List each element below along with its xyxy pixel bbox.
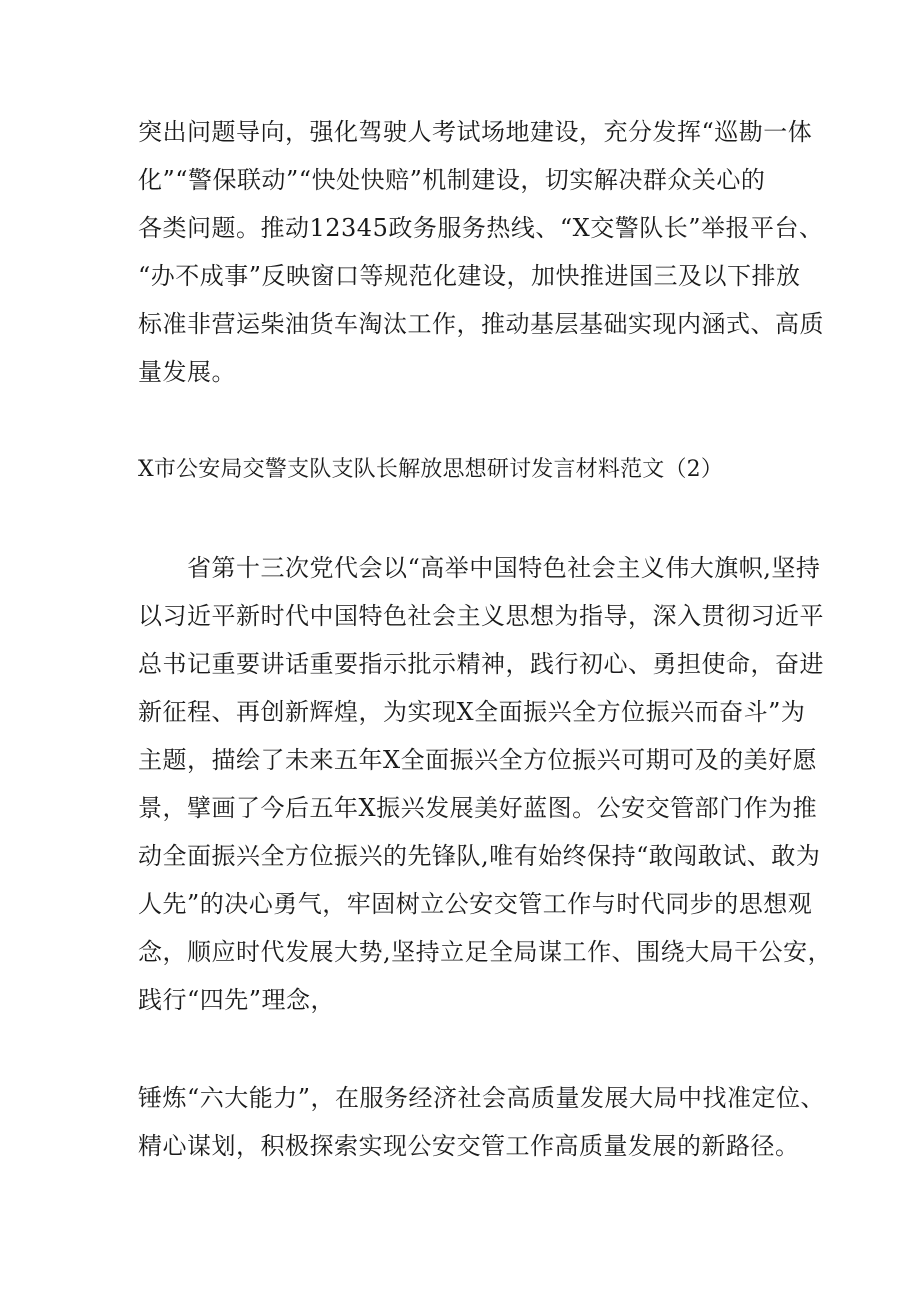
paragraph-line: 总书记重要讲话重要指示批示精神，践行初心、勇担使命，奋进 [138, 650, 824, 678]
paragraph-line: 人先”的决心勇气，牢固树立公安交管工作与时代同步的思想观 [138, 890, 813, 918]
paragraph-line: 念，顺应时代发展大势,坚持立足全局谋工作、围绕大局干公安， [138, 938, 833, 966]
paragraph-line: 景，擘画了今后五年X振兴发展美好蓝图。公安交管部门作为推 [138, 794, 818, 822]
paragraph-line: 践行“四先”理念， [138, 986, 336, 1014]
paragraph-line: 突出问题导向，强化驾驶人考试场地建设，充分发挥“巡勘一体 [138, 118, 813, 146]
section-heading: X市公安局交警支队支队长解放思想研讨发言材料范文（2） [138, 457, 724, 482]
paragraph-line: 量发展。 [138, 358, 236, 386]
paragraph-line: 省第十三次党代会以“高举中国特色社会主义伟大旗帜,坚持 [138, 554, 821, 582]
paragraph-line: 标准非营运柴油货车淘汰工作，推动基层基础实现内涵式、高质 [138, 310, 824, 338]
paragraph-line: 化”“警保联动”“快处快赔”机制建设，切实解决群众关心的 [138, 166, 766, 194]
paragraph-line: 动全面振兴全方位振兴的先锋队,唯有始终保持“敢闯敢试、敢为 [138, 842, 821, 870]
paragraph-line: 锤炼“六大能力”，在服务经济社会高质量发展大局中找准定位、 [138, 1084, 826, 1112]
paragraph-line: 新征程、再创新辉煌，为实现X全面振兴全方位振兴而奋斗”为 [138, 698, 806, 726]
paragraph-line: 各类问题。推动12345政务服务热线、“X交警队长”举报平台、 [138, 214, 824, 242]
paragraph-line: 精心谋划，积极探索实现公安交管工作高质量发展的新路径。 [138, 1132, 800, 1160]
paragraph-line: 主题，描绘了未来五年X全面振兴全方位振兴可期可及的美好愿 [138, 746, 818, 774]
paragraph-line: 以习近平新时代中国特色社会主义思想为指导，深入贯彻习近平 [138, 602, 824, 630]
paragraph-line: “办不成事”反映窗口等规范化建设，加快推进国三及以下排放 [138, 262, 801, 290]
